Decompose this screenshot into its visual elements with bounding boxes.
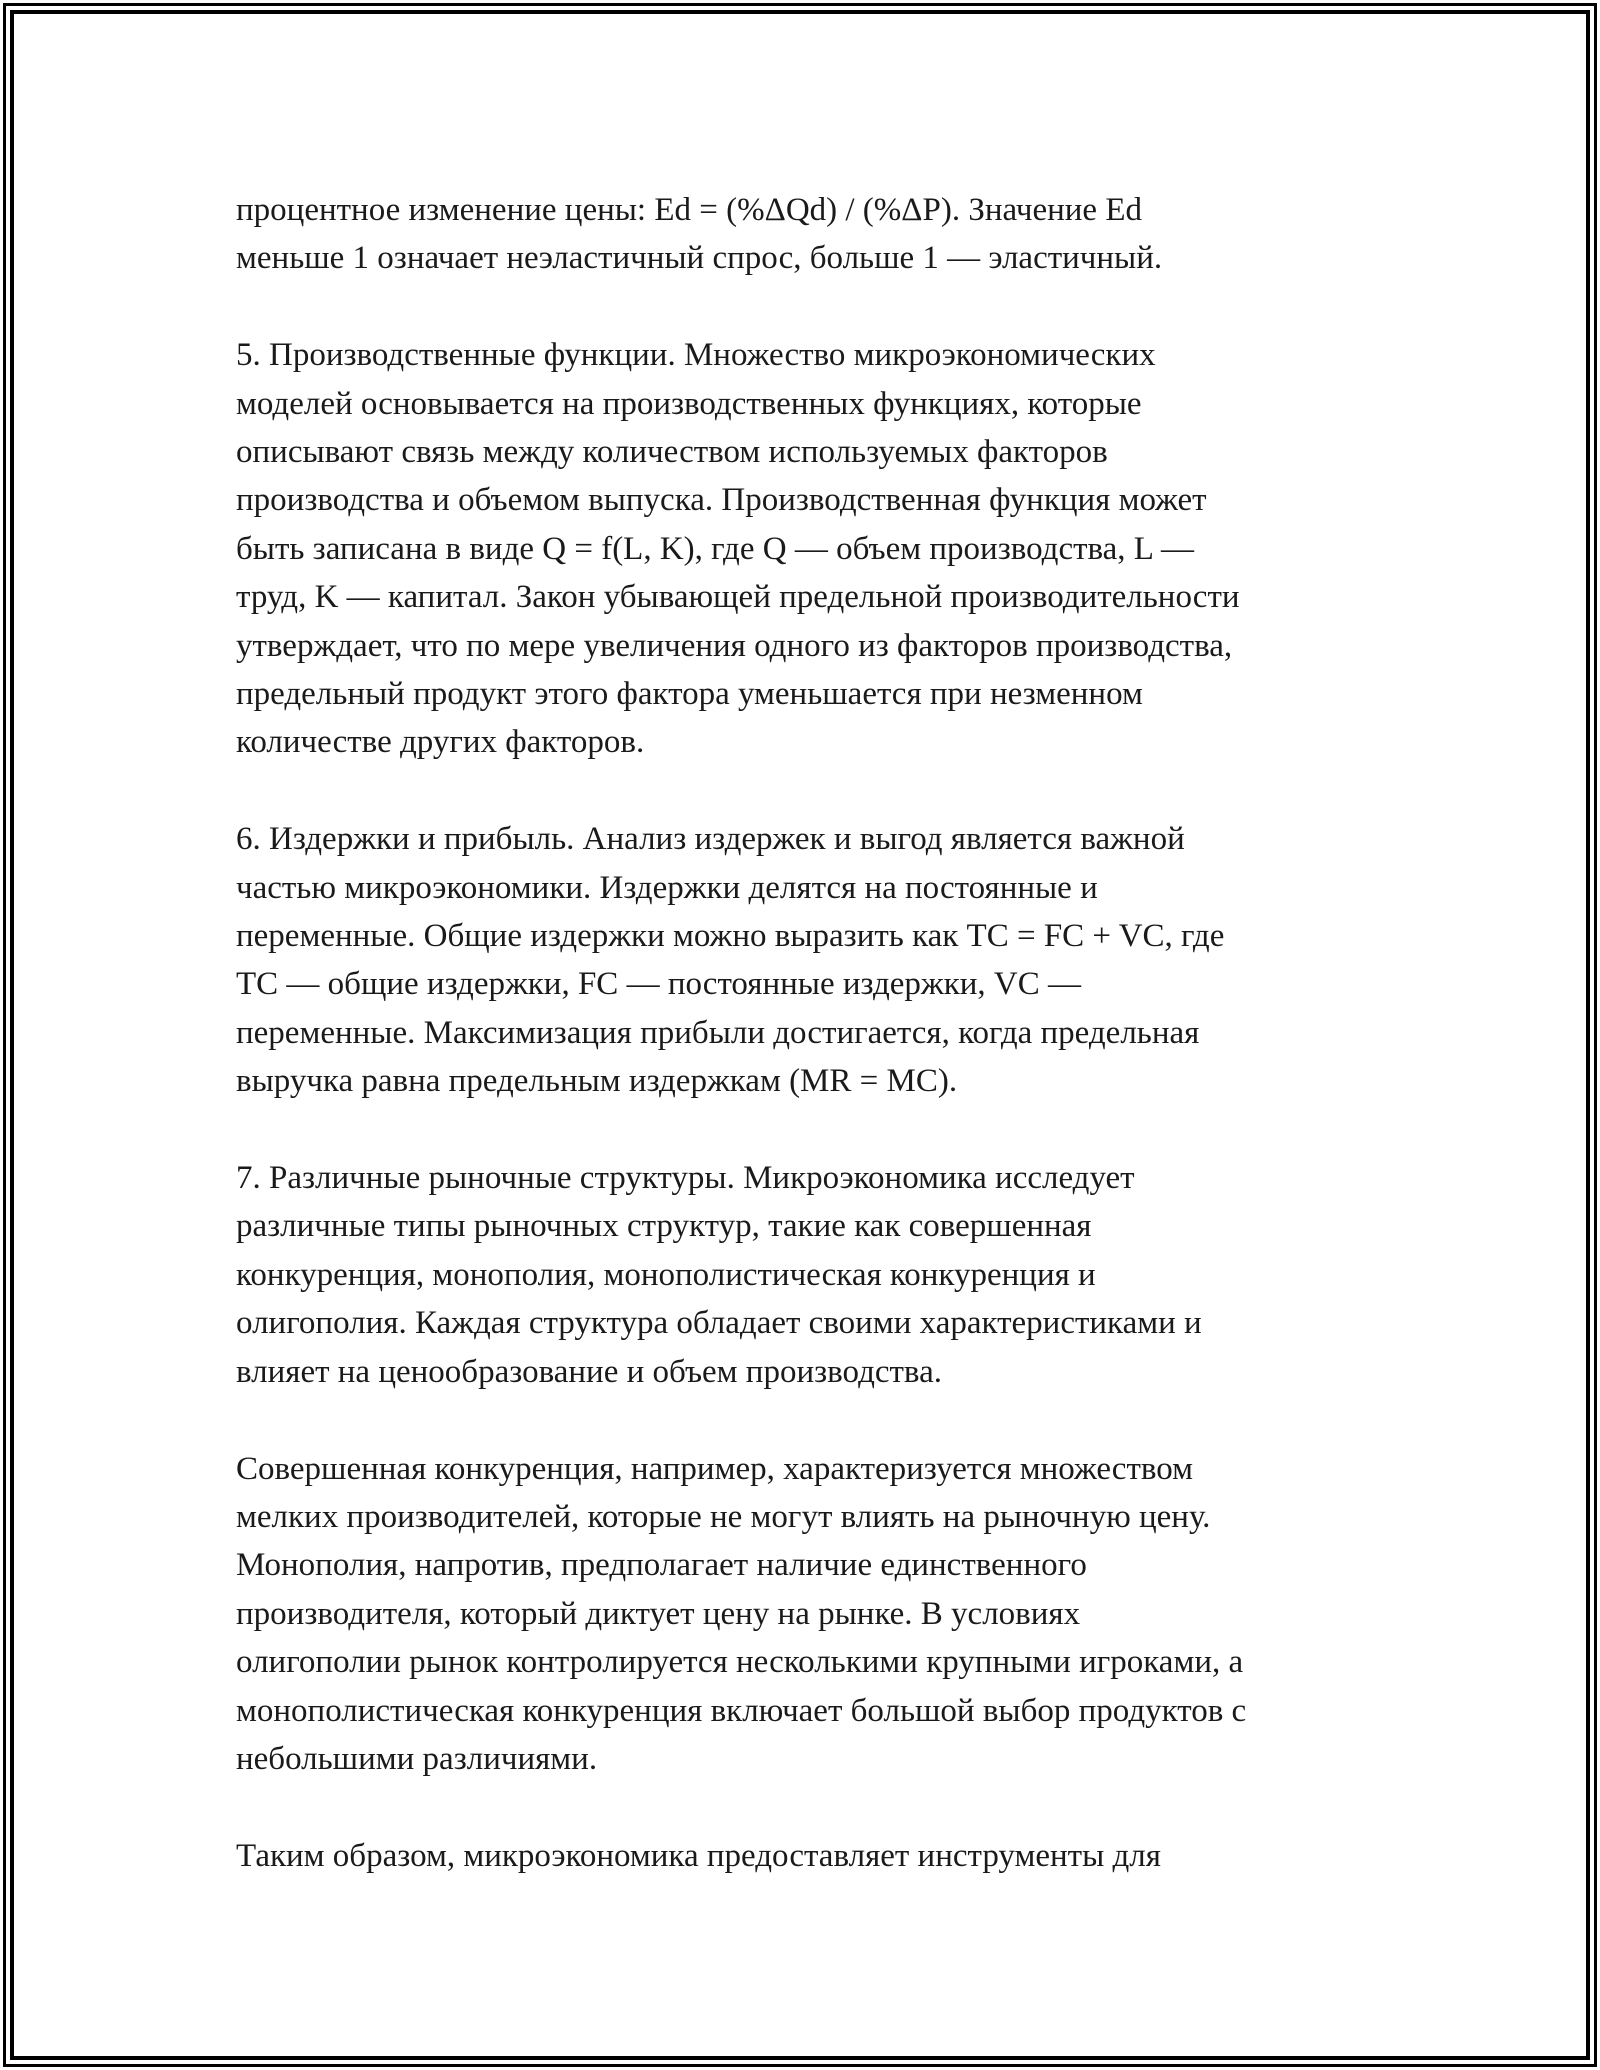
- text-line: производства и объемом выпуска. Производственная функция может: [236, 482, 1207, 519]
- text-line: влияет на ценообразование и объем производства.: [236, 1353, 942, 1390]
- text-line: количестве других факторов.: [236, 724, 645, 761]
- text-line: моделей основывается на производственных функциях, которые: [236, 385, 1142, 422]
- text-line: олигополия. Каждая структура обладает своими характеристиками и: [236, 1305, 1202, 1342]
- text-line: быть записана в виде Q = f(L, K), где Q — объем производства, L —: [236, 530, 1194, 567]
- text-line: 6. Издержки и прибыль. Анализ издержек и выгод является важной: [236, 821, 1185, 858]
- text-line: меньше 1 означает неэластичный спрос, больше 1 — эластичный.: [236, 240, 1163, 277]
- paragraph: [236, 331, 1386, 767]
- text-line: предельный продукт этого фактора уменьшается при незменном: [236, 676, 1143, 713]
- text-line: 5. Производственные функции. Множество микроэкономических: [236, 337, 1156, 374]
- text-line: 7. Различные рыночные структуры. Микроэкономика исследует: [236, 1160, 1135, 1197]
- text-line: описывают связь между количеством используемых факторов: [236, 434, 1108, 471]
- text-line: переменные. Общие издержки можно выразить как TC = FC + VC, где: [236, 918, 1225, 955]
- paragraph: [236, 815, 1386, 1105]
- text-line: монополистическая конкуренция включает большой выбор продуктов с: [236, 1692, 1247, 1729]
- text-line: процентное изменение цены: Ed = (%ΔQd) / (%ΔP). Значение Ed: [236, 192, 1142, 228]
- text-line: мелких производителей, которые не могут влиять на рыночную цену.: [236, 1498, 1211, 1535]
- text-line: различные типы рыночных структур, такие как совершенная: [236, 1208, 1092, 1245]
- paragraph: [236, 186, 1386, 283]
- paragraph: [236, 1832, 1386, 1880]
- text-line: переменные. Максимизация прибыли достигается, когда предельная: [236, 1014, 1200, 1051]
- paragraph: [236, 1445, 1386, 1784]
- text-line: утверждает, что по мере увеличения одного из факторов производства,: [236, 627, 1233, 664]
- text-line: Совершенная конкуренция, например, характеризуется множеством: [236, 1450, 1193, 1487]
- text-line: небольшими различиями.: [236, 1740, 598, 1777]
- text-line: Таким образом, микроэкономика предоставляет инструменты для: [236, 1837, 1161, 1874]
- text-line: TC — общие издержки, FC — постоянные издержки, VC —: [236, 966, 1081, 1003]
- text-line: выручка равна предельным издержкам (MR = MC).: [236, 1063, 958, 1100]
- text-line: Монополия, напротив, предполагает наличие единственного: [236, 1547, 1087, 1584]
- text-line: производителя, который диктует цену на рынке. В условиях: [236, 1595, 1081, 1632]
- document-body: [236, 186, 1386, 1880]
- text-line: труд, K — капитал. Закон убывающей предельной производительности: [236, 579, 1240, 616]
- paragraph: [236, 1154, 1386, 1396]
- text-line: частью микроэкономики. Издержки делятся на постоянные и: [236, 869, 1098, 906]
- text-line: конкуренция, монополия, монополистическая конкуренция и: [236, 1256, 1096, 1293]
- text-line: олигополии рынок контролируется несколькими крупными игроками, а: [236, 1644, 1244, 1681]
